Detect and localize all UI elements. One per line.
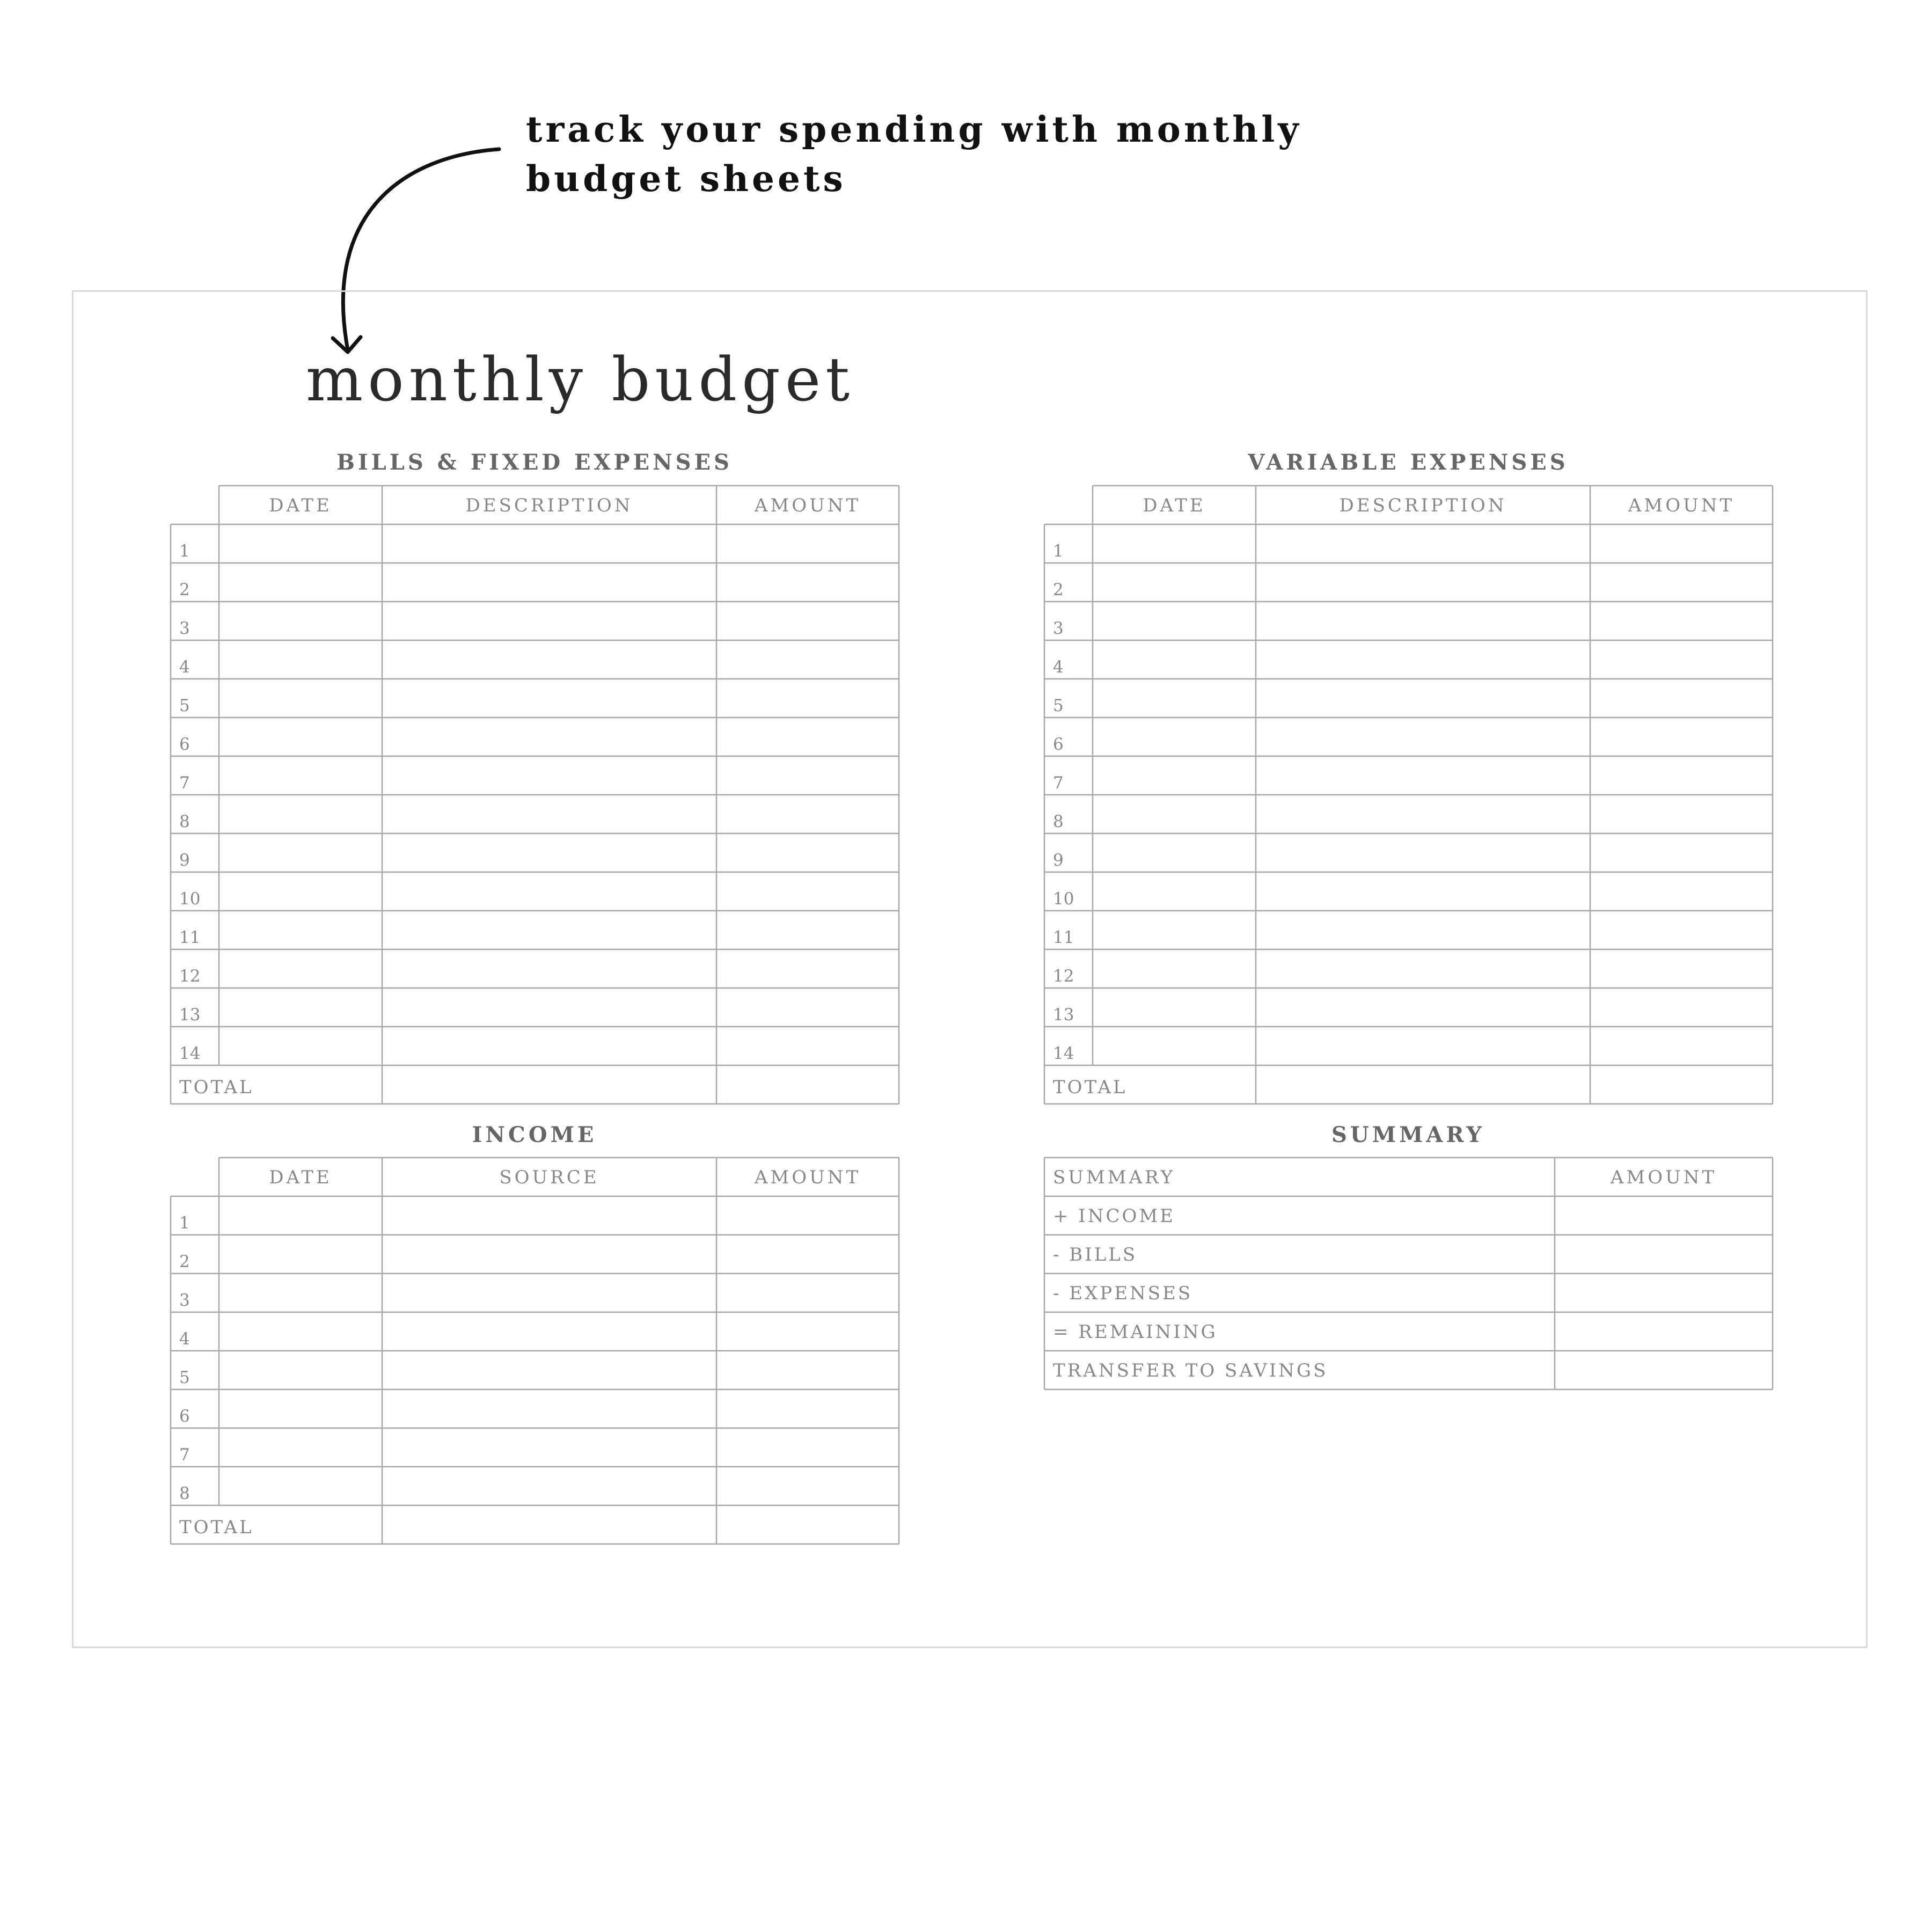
column-header: AMOUNT — [1628, 495, 1735, 516]
summary-row-label: - BILLS — [1053, 1244, 1138, 1265]
row-number: 2 — [179, 1252, 190, 1271]
row-number: 3 — [179, 1291, 190, 1310]
row-number: 12 — [1053, 967, 1074, 986]
column-header: DESCRIPTION — [1339, 495, 1507, 516]
column-header: DATE — [269, 1167, 332, 1188]
row-number: 3 — [1053, 619, 1064, 638]
summary-row-label: + INCOME — [1053, 1205, 1175, 1227]
row-number: 13 — [1053, 1005, 1074, 1024]
row-number: 10 — [1053, 889, 1074, 909]
column-header: SUMMARY — [1053, 1167, 1176, 1188]
row-number: 9 — [179, 851, 190, 870]
column-header: SOURCE — [499, 1167, 599, 1188]
row-number: 4 — [179, 1329, 190, 1349]
row-number: 11 — [1053, 928, 1074, 947]
variable-section-title: VARIABLE EXPENSES — [1248, 450, 1569, 475]
caption: track your spending with monthly budget sheets — [526, 108, 1302, 200]
row-number: 11 — [179, 928, 201, 947]
page-title: monthly budget — [306, 345, 855, 415]
column-header: DATE — [1143, 495, 1206, 516]
row-number: 1 — [179, 541, 190, 561]
summary-section-title: SUMMARY — [1331, 1122, 1485, 1147]
row-number: 5 — [179, 1368, 190, 1387]
row-number: 4 — [1053, 657, 1064, 677]
row-number: 6 — [1053, 735, 1064, 754]
total-label: TOTAL — [179, 1517, 254, 1538]
total-label: TOTAL — [1053, 1077, 1128, 1098]
row-number: 13 — [179, 1005, 201, 1024]
row-number: 9 — [1053, 851, 1064, 870]
income-section-title: INCOME — [472, 1122, 597, 1147]
column-header: AMOUNT — [1610, 1167, 1717, 1188]
row-number: 1 — [1053, 541, 1064, 561]
row-number: 4 — [179, 657, 190, 677]
total-label: TOTAL — [179, 1077, 254, 1098]
row-number: 6 — [179, 1407, 190, 1426]
row-number: 8 — [1053, 812, 1064, 831]
row-number: 3 — [179, 619, 190, 638]
row-number: 5 — [179, 696, 190, 715]
summary-row-label: = REMAINING — [1053, 1321, 1218, 1343]
row-number: 12 — [179, 967, 201, 986]
row-number: 10 — [179, 889, 201, 909]
row-number: 8 — [179, 1484, 190, 1503]
row-number: 2 — [179, 580, 190, 599]
row-number: 5 — [1053, 696, 1064, 715]
column-header: AMOUNT — [754, 1167, 861, 1188]
row-number: 6 — [179, 735, 190, 754]
row-number: 7 — [179, 773, 190, 793]
row-number: 2 — [1053, 580, 1064, 599]
summary-row-label: - EXPENSES — [1053, 1283, 1193, 1304]
row-number: 8 — [179, 812, 190, 831]
column-header: DATE — [269, 495, 332, 516]
row-number: 14 — [1053, 1044, 1074, 1063]
row-number: 14 — [179, 1044, 201, 1063]
row-number: 7 — [179, 1445, 190, 1465]
row-number: 1 — [179, 1213, 190, 1233]
summary-row-label: TRANSFER TO SAVINGS — [1053, 1360, 1328, 1381]
bills-section-title: BILLS & FIXED EXPENSES — [336, 450, 733, 475]
row-number: 7 — [1053, 773, 1064, 793]
column-header: DESCRIPTION — [465, 495, 633, 516]
column-header: AMOUNT — [754, 495, 861, 516]
